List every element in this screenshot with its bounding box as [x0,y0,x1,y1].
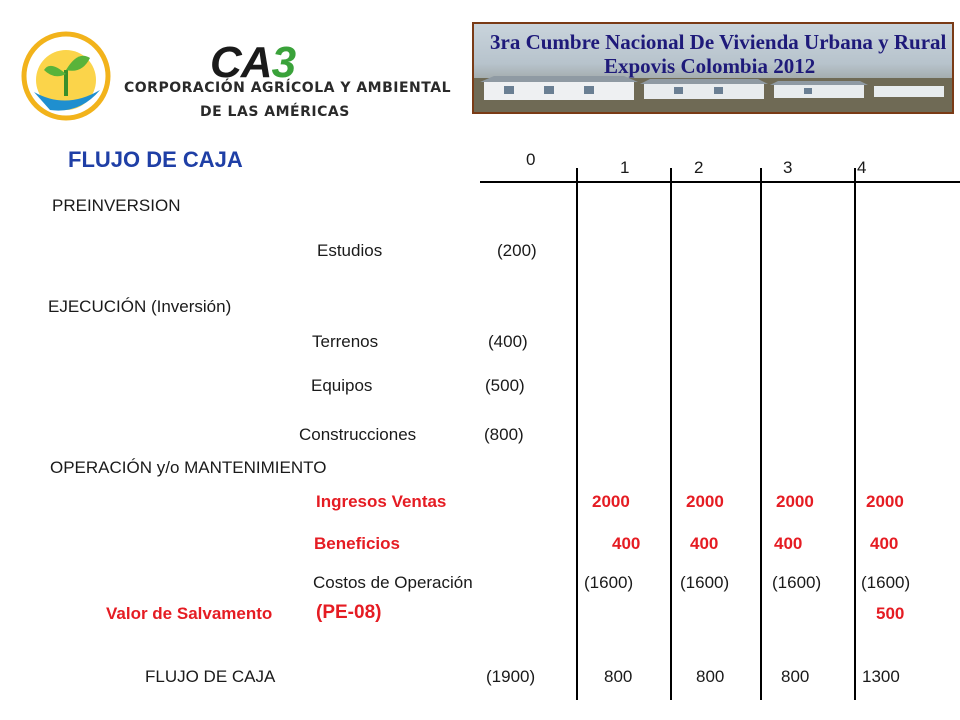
timeline-axis [480,181,960,183]
logo-org-subtitle: DE LAS AMÉRICAS [200,104,350,120]
event-banner [472,22,954,114]
section-operacion: OPERACIÓN y/o MANTENIMIENTO [50,458,327,477]
row-ingresos-p1: 2000 [592,492,630,511]
row-ingresos-p2: 2000 [686,492,724,511]
row-estudios-p0: (200) [497,241,537,260]
period-2-divider [670,168,672,700]
banner-subtitle: Expovis Colombia 2012 [604,54,816,78]
logo-wordmark: CA3 [210,38,296,87]
row-flujo-p3: 800 [781,667,810,686]
period-3-label: 3 [783,158,793,177]
row-salvamento-label: Valor de Salvamento [106,604,273,623]
row-flujo-label: FLUJO DE CAJA [145,667,276,686]
row-terrenos-label: Terrenos [312,332,379,351]
period-4-divider [854,168,856,700]
logo-leaf-icon [20,30,112,122]
row-ingresos-p3: 2000 [776,492,814,511]
row-salvamento-note: (PE-08) [316,602,382,623]
row-beneficios-p1: 400 [612,534,641,553]
row-terrenos-p0: (400) [488,332,528,351]
row-ingresos-p4: 2000 [866,492,904,511]
row-estudios-label: Estudios [317,241,383,260]
period-3-divider [760,168,762,700]
row-construcciones-label: Construcciones [299,425,417,444]
period-0-label: 0 [526,150,536,169]
period-4-label: 4 [857,158,867,177]
row-beneficios-p2: 400 [690,534,719,553]
row-construcciones-p0: (800) [484,425,524,444]
row-flujo-p2: 800 [696,667,725,686]
section-preinversion: PREINVERSION [52,196,181,215]
row-costos-label: Costos de Operación [313,573,473,592]
period-2-label: 2 [694,158,704,177]
period-1-divider [576,168,578,700]
row-flujo-p0: (1900) [486,667,536,686]
row-flujo-p4: 1300 [862,667,900,686]
row-beneficios-p3: 400 [774,534,803,553]
row-salvamento-p4: 500 [876,604,905,623]
row-equipos-label: Equipos [311,376,373,395]
row-costos-p1: (1600) [584,573,634,592]
section-ejecucion: EJECUCIÓN (Inversión) [48,297,232,316]
row-costos-p2: (1600) [680,573,730,592]
row-costos-p3: (1600) [772,573,822,592]
logo-org-name: CORPORACIÓN AGRÍCOLA Y AMBIENTAL [124,80,451,96]
row-beneficios-label: Beneficios [314,534,400,553]
row-flujo-p1: 800 [604,667,633,686]
row-costos-p4: (1600) [861,573,911,592]
header [0,0,960,122]
row-ingresos-label: Ingresos Ventas [316,492,447,511]
banner-title: 3ra Cumbre Nacional De Vivienda Urbana y Rural [490,30,947,54]
row-beneficios-p4: 400 [870,534,899,553]
page-title: FLUJO DE CAJA [68,147,243,172]
period-1-label: 1 [620,158,630,177]
row-equipos-p0: (500) [485,376,525,395]
